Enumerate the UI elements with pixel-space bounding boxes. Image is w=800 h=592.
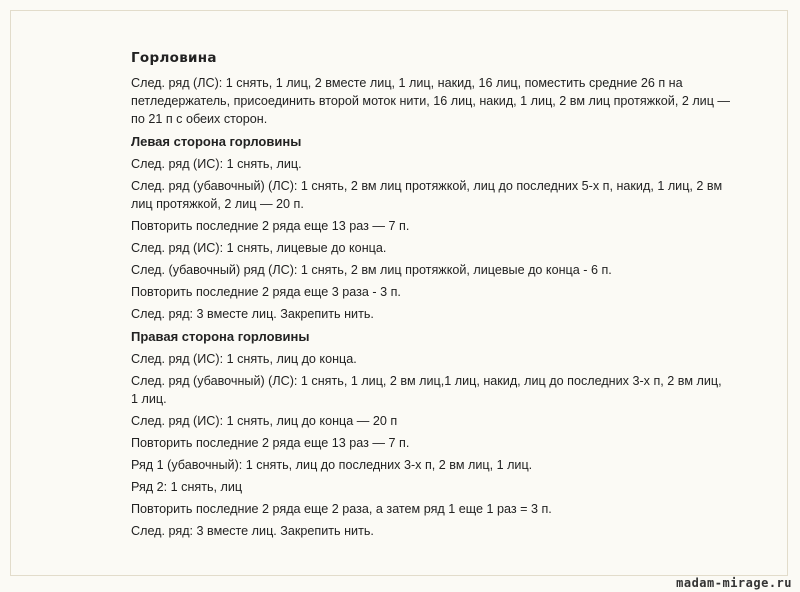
left-row: След. (убавочный) ряд (ЛС): 1 снять, 2 вм лиц протяжкой, лицевые до конца - 6 п. xyxy=(131,263,612,277)
document-body xyxy=(131,50,731,544)
intro-paragraph: След. ряд (ЛС): 1 снять, 1 лиц, 2 вместе лиц, 1 лиц, накид, 16 лиц, поместить средние 26 п на петледержатель, присоединить второй моток нити, 16 лиц, накид, 1 лиц, 2 вм лиц протяжкой, 2 лиц — по 21 п с обеих сторон. xyxy=(131,76,731,126)
left-side-title: Левая сторона горловины xyxy=(131,134,302,149)
right-row: След. ряд (ИС): 1 снять, лиц до конца. xyxy=(131,352,357,366)
left-row: След. ряд: 3 вместе лиц. Закрепить нить. xyxy=(131,307,374,321)
section-heading: Горловина xyxy=(131,50,217,66)
right-side-title: Правая сторона горловины xyxy=(131,329,310,344)
right-row: Ряд 1 (убавочный): 1 снять, лиц до последних 3-х п, 2 вм лиц, 1 лиц. xyxy=(131,458,533,472)
left-row: След. ряд (ИС): 1 снять, лицевые до конца. xyxy=(131,241,387,255)
left-row: След. ряд (убавочный) (ЛС): 1 снять, 2 вм лиц протяжкой, лиц до последних 5-х п, накид, 1 лиц, 2 вм лиц протяжкой, 2 лиц — 20 п. xyxy=(131,179,723,211)
left-row: Повторить последние 2 ряда еще 13 раз — 7 п. xyxy=(131,219,410,233)
right-row: След. ряд (убавочный) (ЛС): 1 снять, 1 лиц, 2 вм лиц,1 лиц, накид, лиц до последних 3-х п, 2 вм лиц, 1 лиц. xyxy=(131,374,722,406)
left-row: След. ряд (ИС): 1 снять, лиц. xyxy=(131,157,302,171)
site-watermark: madam-mirage.ru xyxy=(676,576,792,590)
left-row: Повторить последние 2 ряда еще 3 раза - 3 п. xyxy=(131,285,401,299)
right-row: Повторить последние 2 ряда еще 2 раза, а затем ряд 1 еще 1 раз = 3 п. xyxy=(131,502,552,516)
right-row: Повторить последние 2 ряда еще 13 раз — 7 п. xyxy=(131,436,410,450)
right-row: Ряд 2: 1 снять, лиц xyxy=(131,480,243,494)
right-row: След. ряд (ИС): 1 снять, лиц до конца — 20 п xyxy=(131,414,398,428)
right-row: След. ряд: 3 вместе лиц. Закрепить нить. xyxy=(131,524,374,538)
